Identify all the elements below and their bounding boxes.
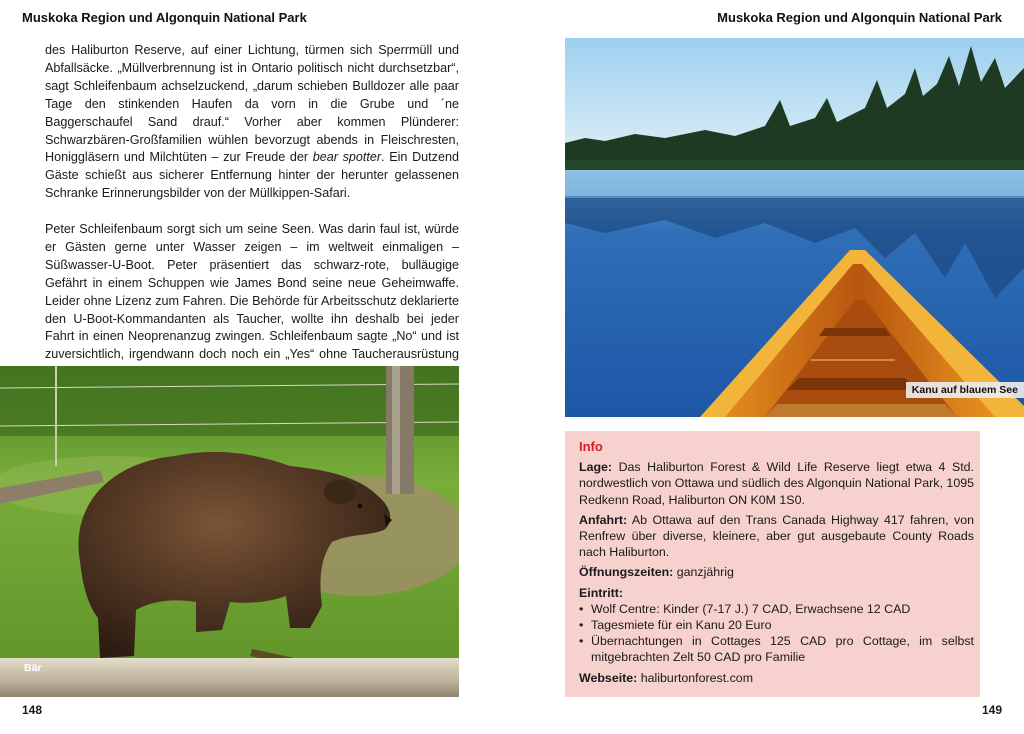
paragraph-1-text: des Haliburton Reserve, auf einer Lichtung, türmen sich Sperrmüll und Abfallsäcke. „Müllverbrennung ist in Ontario politisch nicht durchsetzbar“, sagt Schleifenbaum achselzuckend, „darum schieben Bulldozer alle paar Tage den stinkenden Haufen da vorn in die Grube und ´ne Baggerschaufel Sand drauf.“ Vorher aber kommen Plünderer: Schwarzbären-Großfamilien wühlen bevorzugt abends in Fleischresten, Honiggläsern und Milchtüten – zur Freude der: [45, 43, 459, 165]
info-oeffnungszeiten: [579, 564, 974, 580]
bear-illustration: [0, 366, 459, 697]
page-number-left: 148: [22, 703, 43, 717]
list-item: • Tagesmiete für ein Kanu 20 Euro: [579, 617, 974, 633]
info-anfahrt-label: Anfahrt:: [579, 512, 628, 527]
info-title: Info: [579, 439, 603, 454]
right-page: [512, 0, 1024, 734]
running-header-right: Muskoka Region und Algonquin National Park: [717, 10, 1002, 25]
info-lage-text: Das Haliburton Forest & Wild Life Reserve liegt etwa 4 Std. nordwestlich von Ottawa und südlich des Algonquin National Park, 1095 Redkenn Road, Haliburton ON K0M 1S0.: [579, 460, 974, 507]
info-webseite-label: Webseite:: [579, 670, 638, 685]
info-lage: [579, 459, 974, 508]
bear-photo: [0, 366, 459, 697]
paragraph-1-end: . Ein Dutzend Gäste schießt aus sicherer Entfernung hinter der herunter gelassenen Schranke Erinnerungsbilder von der Müllkippen-Safari.: [45, 150, 459, 201]
info-webseite: [579, 670, 974, 686]
paragraph-1-italic: bear spotter: [312, 150, 382, 165]
info-anfahrt: [579, 512, 974, 561]
bear-caption: Bär: [24, 662, 42, 674]
paragraph-2: Peter Schleifenbaum sorgt sich um seine Seen. Was darin faul ist, würde er Gästen gerne unter Wasser zeigen – im weltweit einmaligen – Süßwasser-U-Boot. Peter präsentiert das schwarz-rote, bulläugige Gefährt in einem Schuppen wie James Bond seine neue Geheimwaffe. Leider ohne Lizenz zum Fahren. Die Behörde für Arbeitsschutz deklarierte den U-Boot-Kommandanten als Taucher, wollte ihn deshalb bei jeder Fahrt in einen Neoprenanzug zwingen. Schleifenbaum sagte „No“ und ist zuversichtlich, irgendwann doch noch ein „Yes“ ohne Taucherausrüstung: [45, 222, 459, 362]
info-box: [565, 431, 980, 697]
list-item: • Übernachtungen in Cottages 125 CAD pro Cottage, im selbst mitgebrachten Zelt 50 CAD pro Familie: [579, 633, 974, 665]
paragraph-1: [45, 42, 459, 203]
info-webseite-link[interactable]: haliburtonforest.com: [637, 670, 754, 685]
page-number-right: 149: [981, 703, 1002, 717]
canoe-photo: [565, 38, 1024, 417]
list-item: • Wolf Centre: Kinder (7-17 J.) 7 CAD, Erwachsene 12 CAD: [579, 601, 974, 617]
info-eintritt-list: [579, 601, 974, 666]
info-oeffnungszeiten-text: ganzjährig: [673, 565, 734, 580]
info-anfahrt-text: Ab Ottawa auf den Trans Canada Highway 417 fahren, von Renfrew über diverse, kleinere, aber gut ausgebaute County Roads nach Haliburton.: [579, 512, 974, 560]
body-text: [45, 42, 459, 400]
running-header-left: Muskoka Region und Algonquin National Park: [22, 10, 307, 25]
info-lage-label: Lage:: [579, 460, 613, 475]
info-eintritt-label: Eintritt:: [579, 585, 624, 600]
canoe-illustration: [565, 38, 1024, 417]
info-oeffnungszeiten-label: Öffnungszeiten:: [579, 565, 674, 580]
info-eintritt: [579, 585, 974, 601]
canoe-caption: Kanu auf blauem See: [906, 382, 1024, 398]
